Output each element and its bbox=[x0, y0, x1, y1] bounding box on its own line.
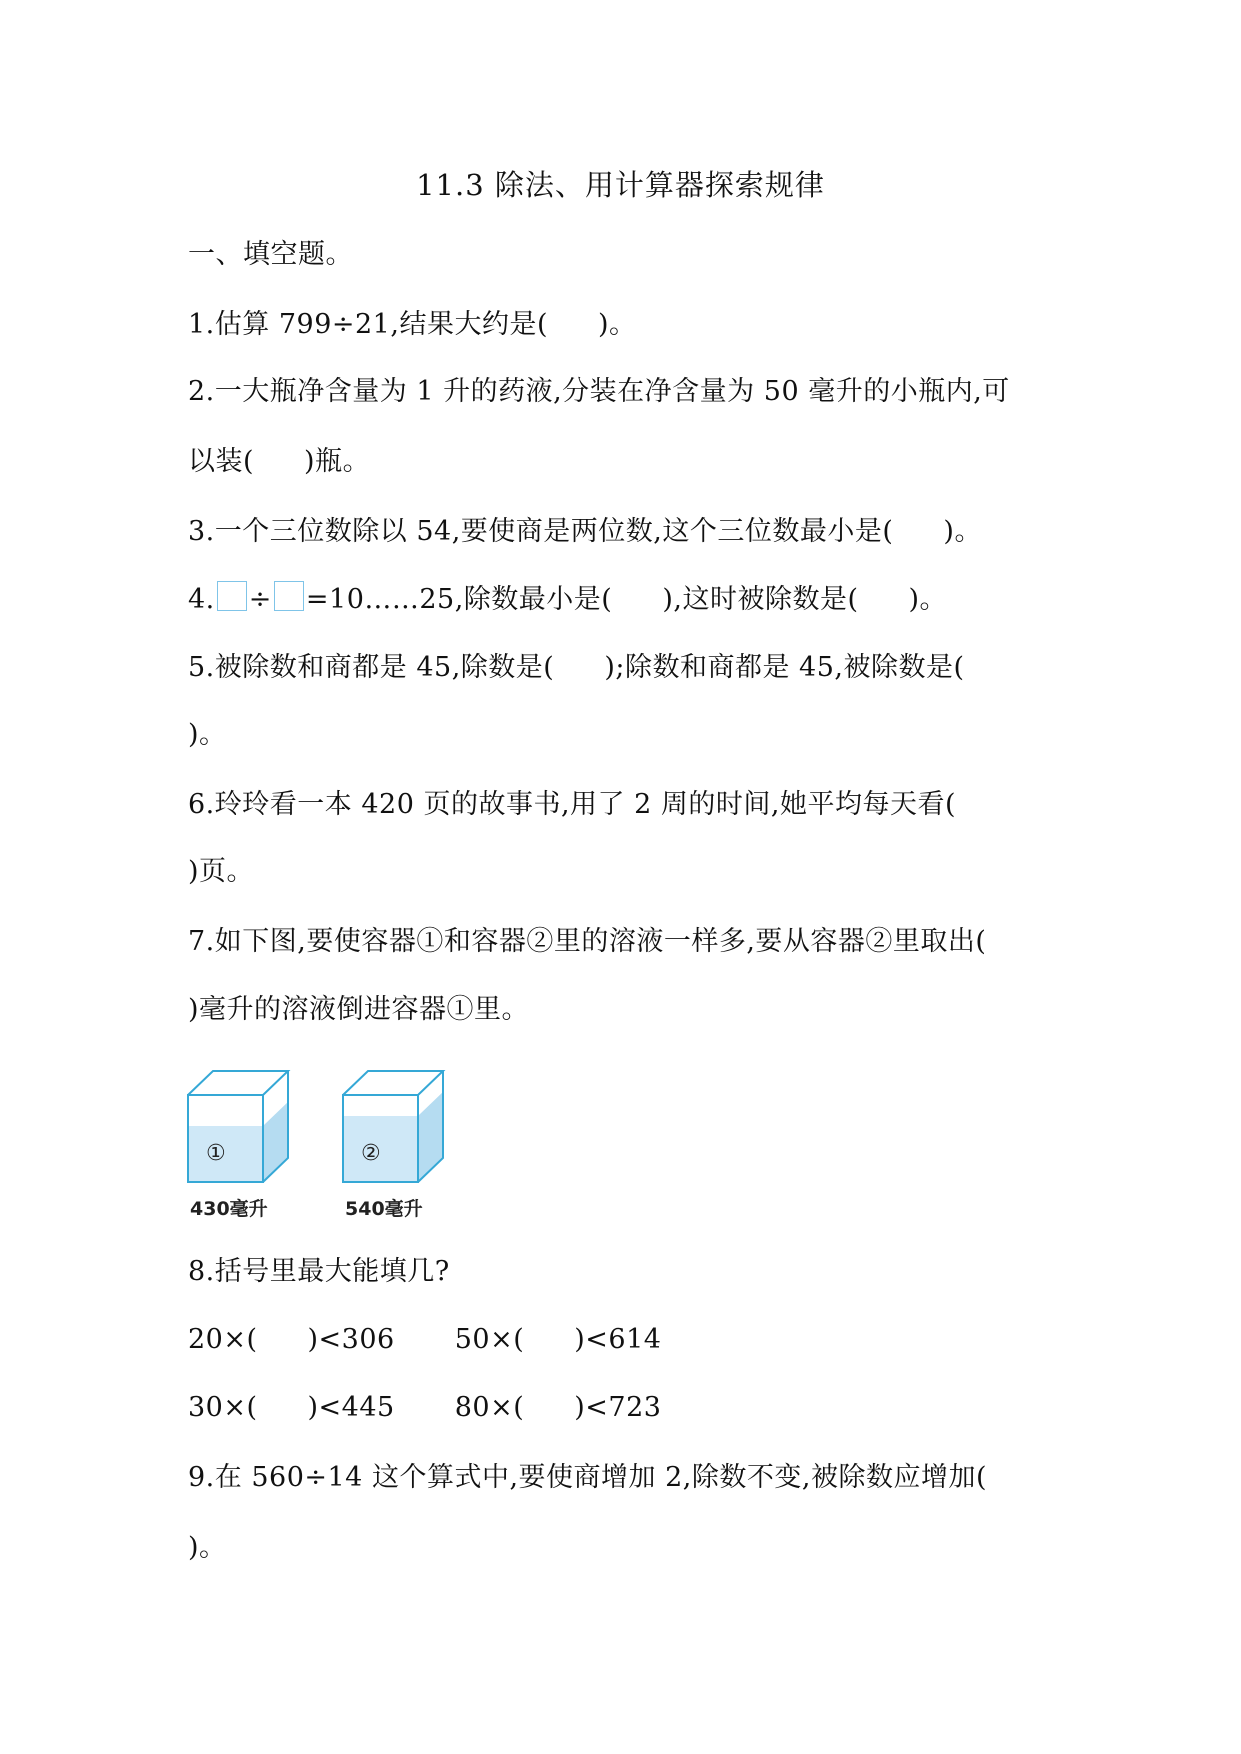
container-1-top bbox=[188, 1071, 288, 1095]
container-2-symbol: ② bbox=[361, 1141, 381, 1166]
question-8-row-2 bbox=[188, 1388, 661, 1428]
question-5-line1 bbox=[188, 648, 965, 688]
container-2-top bbox=[343, 1071, 443, 1095]
question-1-end: )。 bbox=[597, 309, 637, 340]
row-1-right-end: )<614 bbox=[574, 1324, 662, 1355]
row-1-left-start: 20×( bbox=[188, 1324, 258, 1355]
question-3 bbox=[188, 512, 982, 552]
question-9-line1: 9.在 560÷14 这个算式中,要使商增加 2,除数不变,被除数应增加( bbox=[188, 1462, 987, 1493]
question-5-line2: )。 bbox=[188, 719, 227, 750]
question-4-number: 4. bbox=[188, 584, 215, 615]
divide-sign: ÷ bbox=[248, 584, 272, 615]
question-7-line2: )毫升的溶液倒进容器①里。 bbox=[188, 994, 530, 1025]
question-4-end: )。 bbox=[908, 584, 948, 615]
question-6-line1: 6.玲玲看一本 420 页的故事书,用了 2 周的时间,她平均每天看( bbox=[188, 789, 957, 820]
question-4-text: =10……25,除数最小是( bbox=[305, 584, 613, 615]
question-4 bbox=[188, 580, 947, 620]
row-2-right-start: 80×( bbox=[454, 1392, 525, 1423]
row-2-left-end: )<445 bbox=[307, 1392, 395, 1423]
container-1-symbol: ① bbox=[206, 1141, 226, 1166]
container-2 bbox=[343, 1071, 443, 1182]
row-2-left-start: 30×( bbox=[188, 1392, 258, 1423]
question-2-end: )瓶。 bbox=[304, 446, 371, 477]
question-2-line1: 2.一大瓶净含量为 1 升的药液,分装在净含量为 50 毫升的小瓶内,可 bbox=[188, 376, 1010, 407]
question-6-line2: )页。 bbox=[188, 856, 255, 887]
question-4-mid: ),这时被除数是( bbox=[662, 584, 859, 615]
question-3-end: )。 bbox=[943, 516, 982, 547]
question-5-text: 5.被除数和商都是 45,除数是( bbox=[188, 652, 555, 683]
page-title: 11.3 除法、用计算器探索规律 bbox=[416, 168, 825, 202]
question-2-line2 bbox=[188, 442, 370, 482]
container-1 bbox=[188, 1071, 288, 1182]
row-2-right-end: )<723 bbox=[574, 1392, 662, 1423]
question-8-heading: 8.括号里最大能填几? bbox=[188, 1256, 450, 1287]
divisor-box[interactable] bbox=[274, 581, 304, 611]
question-9-line2: )。 bbox=[188, 1532, 227, 1563]
question-5-mid: );除数和商都是 45,被除数是( bbox=[604, 652, 965, 683]
section-heading: 一、填空题。 bbox=[188, 239, 353, 270]
question-2-text: 以装( bbox=[188, 446, 255, 477]
container-1-label: 430毫升 bbox=[190, 1198, 268, 1220]
container-2-liquid-side bbox=[418, 1092, 443, 1182]
question-1-text: 1.估算 799÷21,结果大约是( bbox=[188, 309, 548, 340]
question-8-row-1 bbox=[188, 1320, 661, 1360]
container-2-label: 540毫升 bbox=[345, 1198, 423, 1220]
containers-diagram bbox=[186, 1070, 486, 1190]
question-1 bbox=[188, 305, 637, 345]
question-3-text: 3.一个三位数除以 54,要使商是两位数,这个三位数最小是( bbox=[188, 516, 894, 547]
dividend-box[interactable] bbox=[217, 581, 247, 611]
question-7-line1: 7.如下图,要使容器①和容器②里的溶液一样多,要从容器②里取出( bbox=[188, 926, 987, 957]
row-1-right-start: 50×( bbox=[454, 1324, 525, 1355]
row-1-left-end: )<306 bbox=[307, 1324, 395, 1355]
